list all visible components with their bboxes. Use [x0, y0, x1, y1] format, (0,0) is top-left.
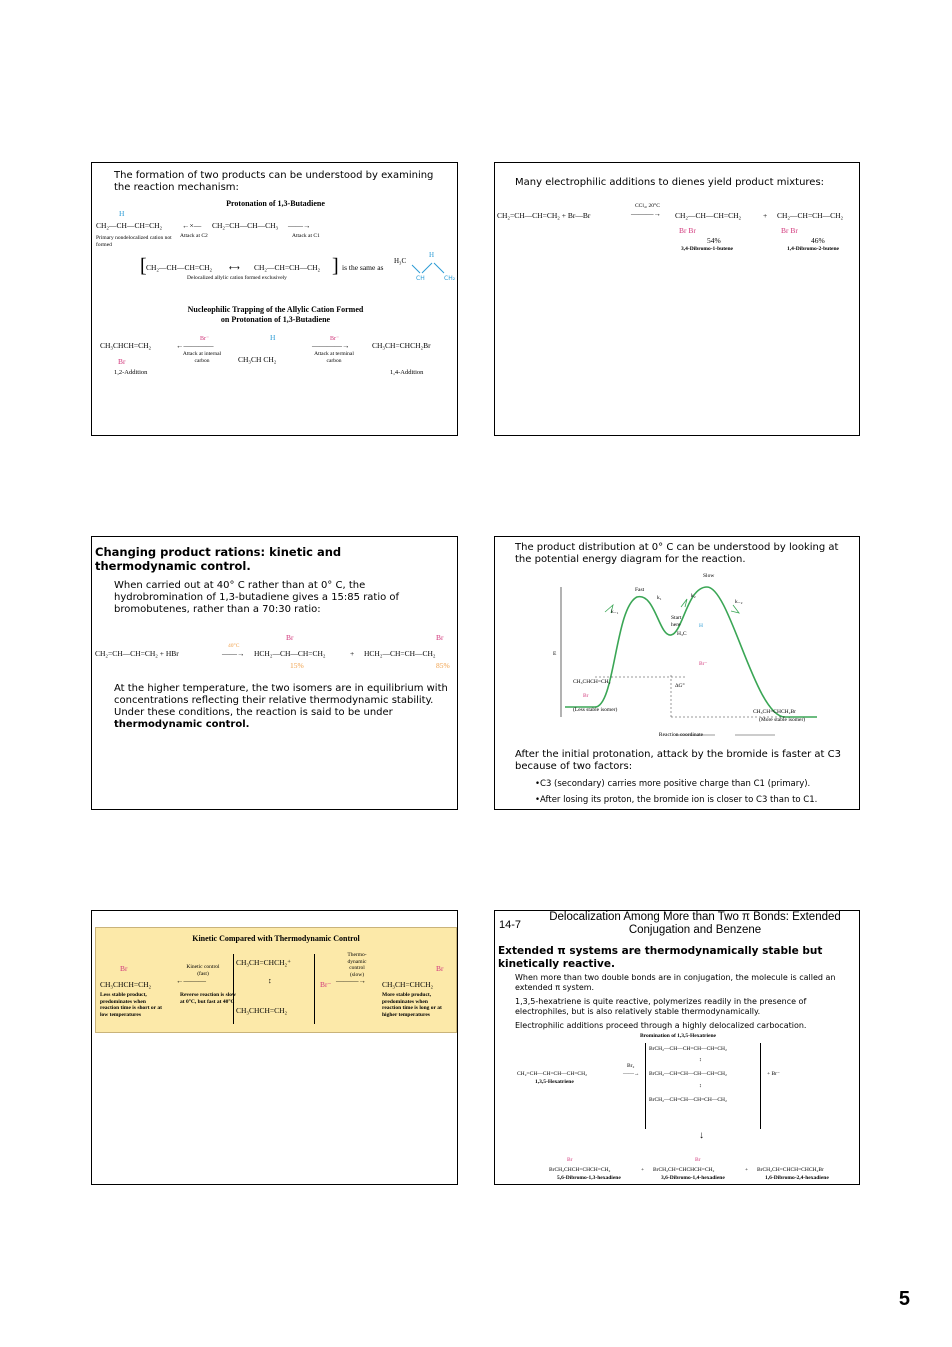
slide-5-arrow-left: ←———: [176, 976, 206, 985]
slide-3-reactant: CH₂=CH—CH=CH₂ + HBr: [95, 649, 179, 658]
cation-h: H: [699, 623, 703, 629]
arrow-right-14: ————→: [312, 341, 350, 350]
slide-6-para2: 1,3,5-hexatriene is quite reactive, polymerizes readily in the presence of electrophiles, but is also relatively stable thermodynamically.: [515, 997, 807, 1016]
slide-6-para3: Electrophilic additions proceed through a highly delocalized carbocation.: [515, 1021, 807, 1030]
slide-2-prod1-name: 3,4-Dibromo-1-butene: [681, 246, 733, 252]
eq1-arrow-right: ——→: [288, 221, 311, 230]
slide-6-reactant-name: 1,3,5-Hexatriene: [535, 1079, 574, 1085]
slide-2-prod2-pct: 46%: [811, 236, 825, 245]
energy-diagram: [555, 567, 825, 742]
slide-3-title: Changing product rations: kinetic and thermodynamic control.: [95, 545, 342, 573]
slide-5-center-bottom: CH₃CHCH=CH₂: [236, 1006, 288, 1015]
slide-5-left-note: Less stable product, predominates when reaction time is short or at low temperatures: [100, 992, 162, 1018]
left-product: CH₃CHCH=CH₂: [573, 679, 611, 685]
fig-title-trapping-2: on Protonation of 1,3-Butadiene: [220, 315, 331, 324]
label-start-here: Start here: [671, 615, 682, 628]
slide-3-para2-bold: thermodynamic control.: [114, 719, 250, 730]
slide-2-prod2-name: 1,4-Dibromo-2-butene: [787, 246, 839, 252]
slide-2-arrow: ———→: [631, 209, 661, 218]
slide-6-down-arrow: ↓: [699, 1130, 704, 1141]
attack-c1-label: Attack at C1: [292, 233, 320, 239]
slide-6-section: 14-7: [499, 919, 522, 931]
cation-h3c: H₃C: [677, 631, 687, 637]
br-minus-left: Br⁻: [200, 336, 210, 342]
slide-5-left-product: CH₃CHCH=CH₂: [100, 980, 152, 989]
slide-4: [494, 536, 860, 810]
slide-5-reverse: Reverse reaction is slow at 0°C, but fast at 40°C: [180, 992, 236, 1005]
label-slow: Slow: [703, 573, 715, 579]
slide-3-para2: At the higher temperature, the two isomers are in equilibrium with concentrations reflecting their relative thermodynamic stability. Under these conditions, the reaction is said to be under thermodynamic control.: [114, 683, 448, 730]
bracket-open: [: [140, 255, 147, 277]
slide-6-arrow: ——→: [623, 1071, 640, 1077]
eq1-right: CH₂=CH—CH—CH₃: [212, 221, 279, 230]
br-minus-right: Br⁻: [330, 336, 340, 342]
slide-4-intro: The product distribution at 0° C can be understood by looking at the potential energy diagram for the reaction.: [515, 542, 839, 565]
svg-text:CH: CH: [416, 275, 425, 282]
slide-6-para1: When more than two double bonds are in conjugation, the molecule is called an extended π system.: [515, 973, 836, 992]
slide-6-reactant: CH₂=CH—CH=CH—CH=CH₂: [517, 1071, 587, 1077]
slide-2-intro: Many electrophilic additions to dienes yield product mixtures:: [515, 177, 825, 188]
slide-2-prod2: CH₂—CH=CH—CH₂: [777, 211, 844, 220]
svg-text:CH₂: CH₂: [444, 275, 456, 282]
fig-title-trapping-1: Nucleophilic Trapping of the Allylic Cation Formed: [187, 305, 364, 314]
slide-6-plus1: +: [641, 1167, 645, 1173]
slide-3-br2: Br: [436, 633, 444, 642]
slide-6-res2: BrCH₂—CH=CH—CH—CH=CH₂: [649, 1071, 727, 1077]
slide-2-prod2-br: Br Br: [781, 226, 798, 235]
product-12: CH₃CHCH=CH₂: [100, 341, 152, 350]
eq1-left: H CH₂—CH—CH=CH₂: [96, 209, 163, 230]
slide-6-br2: Br₂: [627, 1063, 635, 1069]
slide-6-subtitle: Extended π systems are thermodynamically stable but kinetically reactive.: [498, 945, 823, 970]
slide-5-right-br: Br: [436, 964, 444, 973]
slide-5-left-br: Br: [120, 964, 128, 973]
reaction-coordinate-label: Reaction coordinate: [658, 732, 704, 738]
slide-4-bullet-2: •After losing its proton, the bromide ion is closer to C3 than to C1.: [535, 795, 818, 805]
slide-6-plus2: +: [745, 1167, 749, 1173]
eq1-arrow-left: ←×—: [182, 221, 202, 230]
slide-2-prod1-br: Br Br: [679, 226, 696, 235]
slide-3-prod1: HCH₂—CH—CH=CH₂: [254, 649, 326, 658]
page-number: 5: [898, 1288, 910, 1310]
slide-6-fig-title: Bromination of 1,3,5-Hexatriene: [640, 1033, 716, 1039]
left-note: (Less stable isomer): [573, 707, 618, 713]
slide-5-resonance-arrow: ↕: [268, 976, 272, 985]
eq2-b: CH₂—CH=CH—CH₂: [254, 263, 321, 272]
slide-1: [91, 162, 458, 436]
slide-6-res-arrow2: ↕: [699, 1083, 702, 1089]
product-12-br: Br: [118, 357, 126, 366]
slide-5-kinetic: Kinetic control (fast): [186, 964, 220, 977]
slide-2-plus: +: [763, 211, 768, 220]
slide-5-br-minus: Br⁻: [320, 980, 332, 989]
slide-6-prod1: BrCH₂CHCH=CHCH=CH₂: [549, 1167, 611, 1173]
slide-1-intro: The formation of two products can be understood by examining the reaction mechanism:: [114, 170, 434, 193]
slide-2-prod1-pct: 54%: [707, 236, 721, 245]
slide-3-prod2: HCH₂—CH=CH—CH₂: [364, 649, 436, 658]
slide-6-br-minus: + Br⁻: [767, 1071, 780, 1077]
slide-2-prod1: CH₂—CH—CH=CH₂: [675, 211, 742, 220]
label-14-addition: 1,4-Addition: [390, 369, 424, 376]
slide-6-prod2-br: Br: [695, 1157, 701, 1163]
allyl-cation-structure: [392, 249, 456, 285]
same-as-label: is the same as: [342, 263, 384, 272]
cation-br-minus: Br⁻: [699, 661, 708, 667]
slide-5-thermo: Thermo-dynamic control (slow): [347, 952, 367, 978]
label-km1: k₋₁: [611, 609, 619, 615]
label-e: E: [553, 651, 557, 657]
svg-text:H₃C: H₃C: [394, 257, 407, 265]
slide-5: [91, 910, 458, 1185]
slide-6-res3: BrCH₂—CH=CH—CH=CH—CH₂: [649, 1097, 727, 1103]
slide-3-br1: Br: [286, 633, 294, 642]
bracket-close: ]: [332, 255, 339, 277]
label-12-addition: 1,2-Addition: [114, 369, 148, 376]
slide-6-prod1-name: 5,6-Dibromo-1,3-hexadiene: [557, 1175, 621, 1181]
slide-5-center-top: CH₃CH=CHCH₂⁺: [236, 958, 292, 967]
slide-4-bullet-1: •C3 (secondary) carries more positive charge than C1 (primary).: [535, 779, 811, 789]
slide-5-right-product: CH₃CH=CHCH₂: [382, 980, 434, 989]
slide-3-prod2-pct: 85%: [436, 661, 450, 670]
slide-6-res-arrow1: ↕: [699, 1057, 702, 1063]
attack-c2-label: Attack at C2: [180, 233, 208, 239]
slide-6-res1: BrCH₂—CH—CH=CH—CH=CH₂: [649, 1046, 727, 1052]
eq2-note: Delocalized allylic cation formed exclusively: [187, 275, 287, 281]
resonance-arrow: ⟷: [229, 263, 240, 272]
slide-2-conditions: CCl₄, 20°C: [635, 203, 660, 209]
slide-6-title: Delocalization Among More than Two π Bonds: Extended Conjugation and Benzene: [549, 911, 841, 936]
slide-2-reactant: CH₂=CH—CH=CH₂ + Br—Br: [497, 211, 591, 220]
energy-curve: [565, 587, 817, 717]
slide-2: [494, 162, 860, 436]
right-product: CH₃CH=CHCH₂Br: [753, 709, 796, 715]
slide-6-prod3: BrCH₂CH=CHCH=CHCH₂Br: [757, 1167, 824, 1173]
fig-title-protonation: Protonation of 1,3-Butadiene: [226, 199, 325, 208]
kinetic-thermo-figure: [95, 927, 457, 1033]
slide-4-para: After the initial protonation, attack by the bromide is faster at C3 because of two factors:: [515, 749, 841, 772]
svg-text:H: H: [429, 251, 435, 259]
slide-5-arrow-right: ———→: [336, 976, 366, 985]
slide-6-prod2: BrCH₂CH=CHCHCH=CH₂: [653, 1167, 715, 1173]
right-note: (More stable isomer): [759, 717, 806, 723]
slide-3-arrow: ——→: [222, 649, 245, 658]
slide-3: [91, 536, 458, 810]
eq1-left-note: Primary nondelocalized cation not formed: [96, 235, 172, 248]
slide-6-prod3-name: 1,6-Dibromo-2,4-hexadiene: [765, 1175, 829, 1181]
slide-3-prod1-pct: 15%: [290, 661, 304, 670]
center-cation: CH₃CH CH₂: [238, 355, 277, 364]
slide-3-temp: 40°C: [228, 643, 240, 649]
slide-3-plus: +: [350, 649, 355, 658]
attack-terminal-label: Attack at terminal carbon: [314, 351, 354, 364]
slide-6: [494, 910, 860, 1185]
label-k1: k₁: [657, 595, 662, 601]
slide-6-prod2-name: 3,6-Dibromo-1,4-hexadiene: [661, 1175, 725, 1181]
slide-5-title: Kinetic Compared with Thermodynamic Control: [192, 934, 360, 943]
label-dg: ΔG°: [675, 683, 685, 689]
slide-3-para1: When carried out at 40° C rather than at 0° C, the hydrobromination of 1,3-butadiene gives a 15:85 ratio of bromobutenes, rather than a 70:30 ratio:: [114, 580, 400, 615]
slide-6-prod1-br: Br: [567, 1157, 573, 1163]
eq2-a: CH₂—CH—CH=CH₂: [146, 263, 213, 272]
attack-internal-label: Attack at internal carbon: [182, 351, 222, 364]
center-h: H: [270, 333, 276, 342]
label-fast: Fast: [635, 587, 645, 593]
left-product-br: Br: [583, 693, 589, 699]
label-k2: k₂: [691, 593, 696, 599]
slide-6-resonance-bracket: [645, 1043, 761, 1129]
product-14: CH₃CH=CHCH₂Br: [372, 341, 431, 350]
slide-5-right-note: More stable product, predominates when reaction time is long or at higher temperatures: [382, 992, 442, 1018]
arrow-left-12: ←————: [176, 341, 214, 350]
label-km2: k₋₂: [735, 599, 743, 605]
